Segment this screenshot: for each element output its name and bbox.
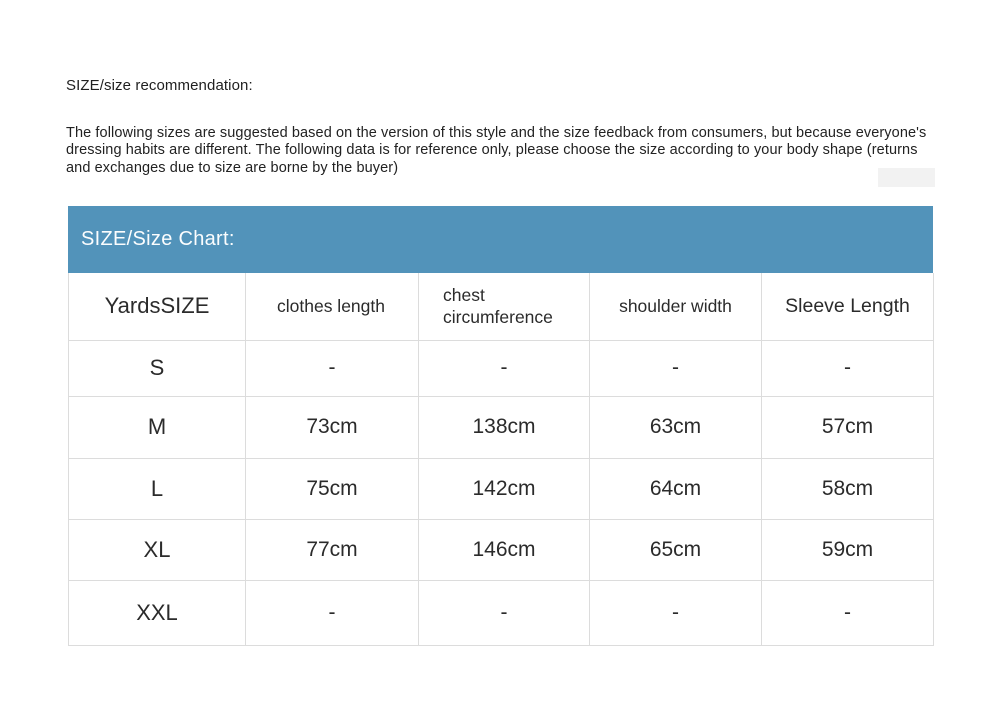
header-cell-shoulder-width: shoulder width	[590, 273, 762, 340]
size-cell: XXL	[69, 580, 246, 645]
header-cell-clothes-length	[246, 273, 419, 340]
value-cell: 59cm	[762, 519, 934, 580]
value-cell: -	[762, 580, 934, 645]
size-cell: M	[69, 396, 246, 458]
header-label-clothes-length: clothes length	[277, 295, 385, 316]
value-cell: 65cm	[590, 519, 762, 580]
size-cell: L	[69, 458, 246, 519]
table-row-m	[69, 396, 934, 458]
page-title: SIZE/size recommendation:	[66, 77, 253, 94]
table-row-xl	[69, 519, 934, 580]
size-chart-banner	[68, 206, 933, 273]
size-disclaimer-text: The following sizes are suggested based on the version of this style and the size feedback from consumers, but because everyone's dressing habits are different. The following data is for reference only, please choose the size according to your body shape (returns and exchanges due to size are borne by the buyer)	[66, 125, 927, 176]
value-cell: 77cm	[246, 519, 419, 580]
size-cell: XL	[69, 519, 246, 580]
faded-watermark	[878, 168, 935, 187]
value-cell: 63cm	[590, 396, 762, 458]
table-row-l	[69, 458, 934, 519]
header-cell-chest-circumference	[419, 273, 590, 340]
value-cell: -	[590, 340, 762, 396]
table-row-xxl	[69, 580, 934, 645]
size-cell: S	[69, 340, 246, 396]
value-cell: -	[419, 580, 590, 645]
value-cell: 73cm	[246, 396, 419, 458]
value-cell: 146cm	[419, 519, 590, 580]
value-cell: 138cm	[419, 396, 590, 458]
value-cell: 64cm	[590, 458, 762, 519]
value-cell: 58cm	[762, 458, 934, 519]
size-chart-table	[68, 273, 934, 646]
table-row-s	[69, 340, 934, 396]
value-cell: -	[762, 340, 934, 396]
value-cell: 75cm	[246, 458, 419, 519]
header-cell-sleeve-length: Sleeve Length	[762, 273, 934, 340]
value-cell: 142cm	[419, 458, 590, 519]
size-chart-banner-title: SIZE/Size Chart:	[81, 228, 235, 250]
value-cell: -	[246, 580, 419, 645]
value-cell: -	[246, 340, 419, 396]
value-cell: 57cm	[762, 396, 934, 458]
value-cell: -	[419, 340, 590, 396]
header-label-chest-circumference: chest circumference	[443, 285, 553, 328]
header-cell-size: YardsSIZE	[69, 273, 246, 340]
value-cell: -	[590, 580, 762, 645]
table-header-row	[69, 273, 934, 340]
